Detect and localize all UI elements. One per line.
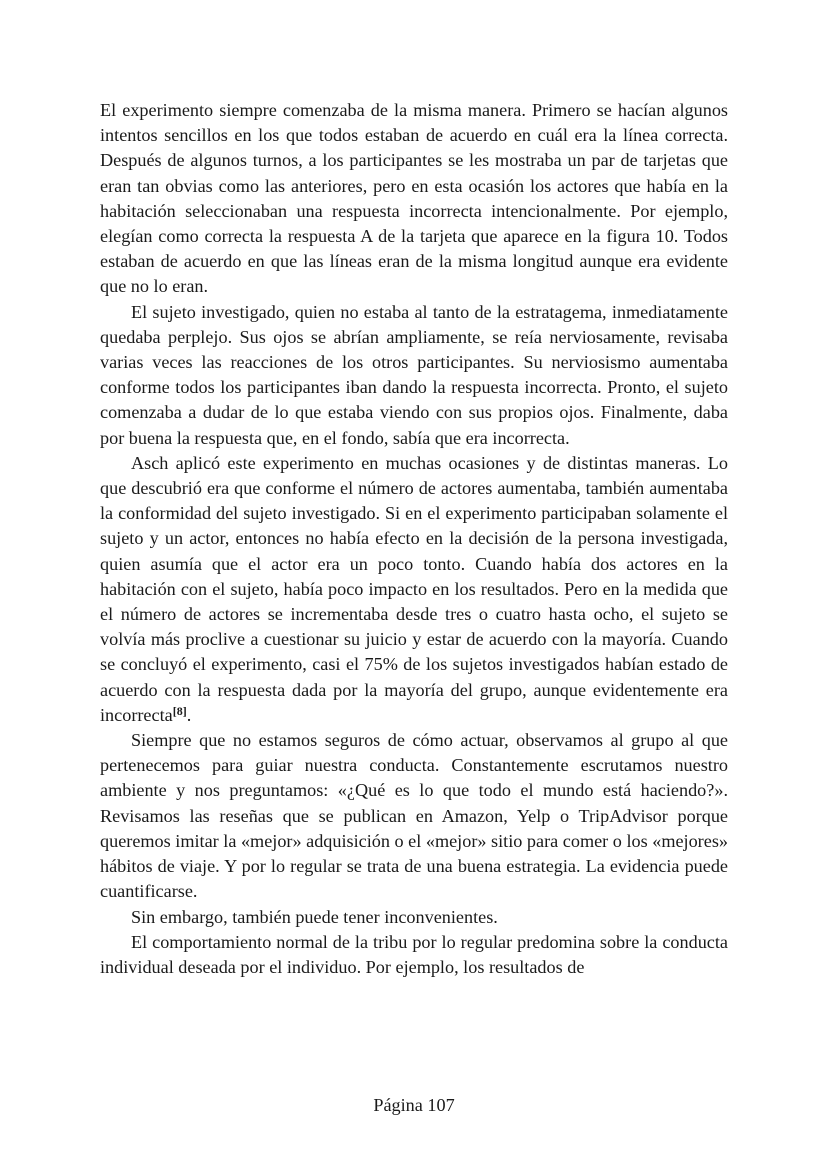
paragraph-6 [100,930,728,980]
paragraph-3-text: Asch aplicó este experimento en muchas ocasiones y de distintas maneras. Lo que descubrió era que conforme el número de actores aumentaba, también aumentaba la conformidad del sujeto investigado. Si en el experimento participaban solamente el sujeto y un actor, entonces no había efecto en la decisión de la persona investigada, quien asumía que el actor era un poco tonto. Cuando había dos actores en la habitación con el sujeto, había poco impacto en los resultados. Pero en la medida que el número de actores se incrementaba desde tres o cuatro hasta ocho, el sujeto se volvía más proclive a cuestionar su juicio y estar de acuerdo con la mayoría. Cuando se concluyó el experimento, casi el 75% de los sujetos investigados habían estado de acuerdo con la respuesta dada por la mayoría del grupo, aunque evidentemente era incorrecta [100,452,728,725]
page-number: Página 107 [373,1095,455,1115]
paragraph-3 [100,451,728,728]
paragraph-4 [100,728,728,904]
paragraph-2-text: El sujeto investigado, quien no estaba al tanto de la estratagema, inmediatamente quedaba perplejo. Sus ojos se abrían ampliamente, se reía nerviosamente, revisaba varias veces las reacciones de los otros participantes. Su nerviosismo aumentaba conforme todos los participantes iban dando la respuesta incorrecta. Pronto, el sujeto comenzaba a dudar de lo que estaba viendo con sus propios ojos. Finalmente, daba por buena la respuesta que, en el fondo, sabía que era incorrecta. [100,301,728,448]
footnote-reference[interactable]: [8] [172,703,187,718]
paragraph-4-text: Siempre que no estamos seguros de cómo actuar, observamos al grupo al que pertenecemos para guiar nuestra conducta. Constantemente escrutamos nuestro ambiente y nos preguntamos: «¿Qué es lo que todo el mundo está haciendo?». Revisamos las reseñas que se publican en Amazon, Yelp o TripAdvisor porque queremos imitar la «mejor» adquisición o el «mejor» sitio para comer o los «mejores» hábitos de viaje. Y por lo regular se trata de una buena estrategia. La evidencia puede cuantificarse. [100,730,728,902]
paragraph-1-text: El experimento siempre comenzaba de la misma manera. Primero se hacían algunos intentos sencillos en los que todos estaban de acuerdo en cuál era la línea correcta. Después de algunos turnos, a los participantes se les mostraba un par de tarjetas que eran tan obvias como las anteriores, pero en esta ocasión los actores que había en la habitación seleccionaban una respuesta incorrecta intencionalmente. Por ejemplo, elegían como correcta la respuesta A de la tarjeta que aparece en la figura 10. Todos estaban de acuerdo en que las líneas eran de la misma longitud aunque era evidente que no lo eran. [100,100,728,297]
paragraph-3-end: . [186,704,192,725]
paragraph-6-text: El comportamiento normal de la tribu por lo regular predomina sobre la conducta individual deseada por el individuo. Por ejemplo, los resultados de [100,931,728,977]
paragraph-2 [100,300,728,451]
body-text [100,98,728,980]
paragraph-5-text: Sin embargo, también puede tener inconvenientes. [131,906,498,927]
paragraph-5 [100,905,728,930]
paragraph-1 [100,98,728,300]
